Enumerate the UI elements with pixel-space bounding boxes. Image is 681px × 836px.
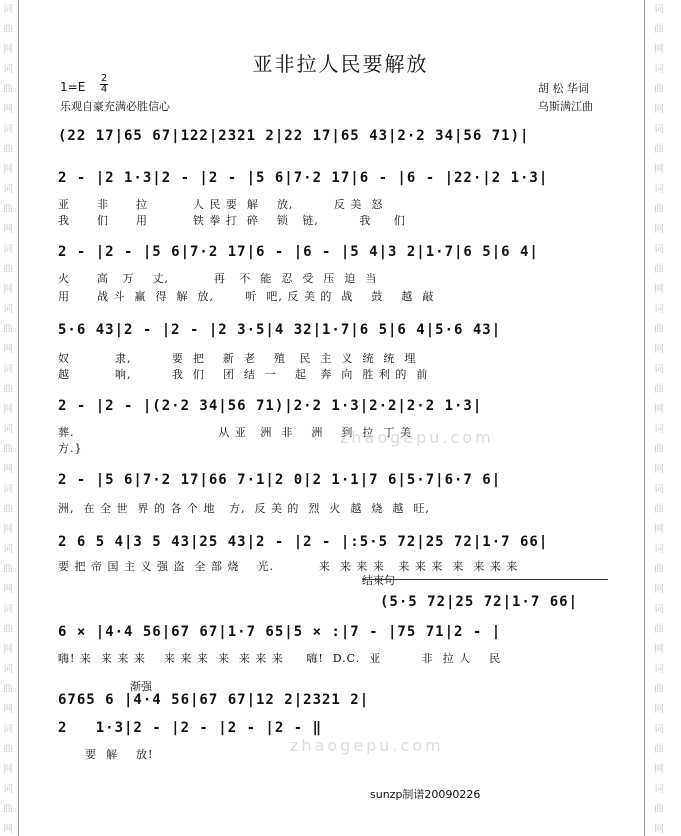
watermark-glyph: 词 <box>3 484 13 495</box>
watermark-glyph: 网 <box>3 704 13 715</box>
watermark-glyph: 曲 <box>654 624 664 635</box>
watermark-glyph: 网 <box>654 764 664 775</box>
notation-row: 2 - |2 - |5 6|7·2 17|6 - |6 - |5 4|3 2|1·7|6 5|6 4| <box>58 244 539 260</box>
watermark-glyph: 曲 <box>3 264 13 275</box>
time-signature <box>100 74 108 95</box>
watermark-glyph: 曲 <box>3 504 13 515</box>
watermark-left <box>0 0 16 836</box>
notation-row: (5·5 72|25 72|1·7 66| <box>380 594 579 610</box>
watermark-glyph: 网 <box>654 284 664 295</box>
watermark-glyph: 曲 <box>3 444 13 455</box>
watermark-glyph: 词 <box>3 244 13 255</box>
notation-row: 5·6 43|2 - |2 - |2 3·5|4 32|1·7|6 5|6 4|5·6 43| <box>58 322 502 338</box>
lyric-line: 奴 隶, 要 把 新 老 殖 民 主 义 统 统 埋 <box>58 352 417 365</box>
notation-row: 6765 6 |4·4 56|67 67|12 2|2321 2| <box>58 692 370 708</box>
watermark-glyph: 词 <box>654 724 664 735</box>
notation-row: 2 - |2 - |(2·2 34|56 71)|2·2 1·3|2·2|2·2 1·3| <box>58 398 483 414</box>
watermark-glyph: 曲 <box>654 804 664 815</box>
watermark-glyph: 网 <box>654 164 664 175</box>
watermark-glyph: 网 <box>654 644 664 655</box>
watermark-glyph: 曲 <box>654 84 664 95</box>
watermark-glyph: 网 <box>654 824 664 835</box>
watermark-glyph: 网 <box>3 224 13 235</box>
watermark-glyph: 网 <box>654 584 664 595</box>
site-watermark-bottom: zhaogepu.com <box>290 736 444 755</box>
watermark-glyph: 网 <box>3 344 13 355</box>
lyric-line: 嗨! 来 来 来 来 来 来 来 来 来 来 来 嗨! D.C. 亚 非 拉 人 民 <box>58 652 502 665</box>
watermark-glyph: 曲 <box>654 24 664 35</box>
watermark-glyph: 曲 <box>3 804 13 815</box>
lyric-line: 用 战 斗 赢 得 解 放, 听 吧, 反 美 的 战 鼓 越 敲 <box>58 290 435 303</box>
watermark-glyph: 网 <box>3 524 13 535</box>
watermark-glyph: 曲 <box>3 624 13 635</box>
watermark-glyph: 词 <box>654 304 664 315</box>
tempo-marking: 乐观自豪充满必胜信心 <box>60 100 170 113</box>
watermark-glyph: 曲 <box>654 204 664 215</box>
watermark-glyph: 网 <box>3 104 13 115</box>
watermark-glyph: 词 <box>3 544 13 555</box>
watermark-right <box>651 0 667 836</box>
watermark-glyph: 网 <box>654 404 664 415</box>
notation-row: (22 17|65 67|122|2321 2|22 17|65 43|2·2 34|56 71)| <box>58 128 530 144</box>
lyricist-credit: 胡 松 华词 <box>538 82 589 95</box>
lyric-line: 亚 非 拉 人 民 要 解 放, 反 美 怒 <box>58 198 384 211</box>
watermark-glyph: 曲 <box>3 204 13 215</box>
watermark-glyph: 网 <box>654 704 664 715</box>
watermark-glyph: 网 <box>654 104 664 115</box>
watermark-glyph: 网 <box>654 224 664 235</box>
watermark-glyph: 词 <box>3 64 13 75</box>
watermark-glyph: 词 <box>3 4 13 15</box>
lyric-line: 要 解 放! <box>58 748 154 761</box>
watermark-glyph: 网 <box>3 464 13 475</box>
watermark-glyph: 词 <box>654 424 664 435</box>
notation-row: 2 - |5 6|7·2 17|66 7·1|2 0|2 1·1|7 6|5·7|6·7 6| <box>58 472 502 488</box>
watermark-glyph: 网 <box>3 644 13 655</box>
watermark-glyph: 网 <box>654 44 664 55</box>
watermark-glyph: 曲 <box>3 684 13 695</box>
watermark-glyph: 网 <box>654 524 664 535</box>
crescendo-mark: 渐强 <box>130 680 152 693</box>
watermark-glyph: 词 <box>654 544 664 555</box>
watermark-glyph: 词 <box>3 664 13 675</box>
lyric-line: 越 响, 我 们 团 结 一 起 奔 向 胜 利 的 前 <box>58 368 429 381</box>
watermark-glyph: 词 <box>3 724 13 735</box>
watermark-glyph: 曲 <box>654 324 664 335</box>
watermark-glyph: 曲 <box>654 144 664 155</box>
watermark-glyph: 词 <box>3 604 13 615</box>
lyric-line: 要 把 帝 国 主 义 强 盗 全 部 烧 光. 来 来 来 来 来 来 来 来 来 来 来 <box>58 560 519 573</box>
watermark-glyph: 词 <box>3 364 13 375</box>
watermark-glyph: 词 <box>654 124 664 135</box>
composer-credit: 乌斯满江曲 <box>538 100 593 113</box>
watermark-glyph: 曲 <box>654 684 664 695</box>
watermark-glyph: 词 <box>3 184 13 195</box>
ending-bracket-line <box>362 579 608 580</box>
watermark-glyph: 词 <box>654 484 664 495</box>
watermark-glyph: 曲 <box>654 744 664 755</box>
watermark-glyph: 网 <box>3 584 13 595</box>
watermark-glyph: 网 <box>3 764 13 775</box>
lyric-line: 我 们 用 铁 拳 打 碎 锁 链, 我 们 <box>58 214 406 227</box>
notation-row: 2 - |2 1·3|2 - |2 - |5 6|7·2 17|6 - |6 - |22·|2 1·3| <box>58 170 549 186</box>
ending-label: 结束句 <box>362 574 395 587</box>
watermark-glyph: 曲 <box>3 144 13 155</box>
song-title: 亚非拉人民要解放 <box>252 52 429 76</box>
watermark-glyph: 网 <box>3 284 13 295</box>
lyric-line: 方.} <box>58 442 83 455</box>
watermark-glyph: 曲 <box>3 564 13 575</box>
watermark-glyph: 网 <box>3 404 13 415</box>
watermark-glyph: 曲 <box>3 84 13 95</box>
watermark-glyph: 词 <box>3 304 13 315</box>
watermark-glyph: 词 <box>654 364 664 375</box>
watermark-glyph: 网 <box>654 464 664 475</box>
watermark-glyph: 词 <box>3 124 13 135</box>
key-signature: 1=E <box>60 80 86 94</box>
time-bottom: 4 <box>100 84 108 95</box>
footer-credit: sunzp制谱20090226 <box>370 788 481 801</box>
watermark-glyph: 网 <box>654 344 664 355</box>
score-frame <box>18 0 645 836</box>
watermark-glyph: 曲 <box>654 444 664 455</box>
watermark-glyph: 词 <box>654 64 664 75</box>
watermark-glyph: 曲 <box>3 744 13 755</box>
notation-row: 2 6 5 4|3 5 43|25 43|2 - |2 - |:5·5 72|25 72|1·7 66| <box>58 534 549 550</box>
watermark-glyph: 曲 <box>3 324 13 335</box>
watermark-glyph: 曲 <box>654 384 664 395</box>
watermark-glyph: 曲 <box>654 264 664 275</box>
watermark-glyph: 词 <box>654 244 664 255</box>
watermark-glyph: 词 <box>3 424 13 435</box>
watermark-glyph: 网 <box>3 164 13 175</box>
watermark-glyph: 词 <box>654 4 664 15</box>
site-watermark-center: zhaogepu.com <box>340 428 494 447</box>
notation-row: 2 1·3|2 - |2 - |2 - |2 - ‖ <box>58 720 323 736</box>
watermark-glyph: 词 <box>3 784 13 795</box>
watermark-glyph: 网 <box>3 44 13 55</box>
watermark-glyph: 曲 <box>3 24 13 35</box>
watermark-glyph: 词 <box>654 784 664 795</box>
notation-row: 6 × |4·4 56|67 67|1·7 65|5 × :|7 - |75 71|2 - | <box>58 624 502 640</box>
watermark-glyph: 曲 <box>654 564 664 575</box>
lyric-line: 洲, 在 全 世 界 的 各 个 地 方, 反 美 的 烈 火 越 烧 越 旺, <box>58 502 430 515</box>
watermark-glyph: 词 <box>654 184 664 195</box>
lyric-line: 葬. 从 亚 洲 非 洲 到 拉 丁 美 <box>58 426 412 439</box>
time-top: 2 <box>100 73 108 84</box>
lyric-line: 火 高 万 丈, 再 不 能 忍 受 压 迫 当 <box>58 272 378 285</box>
watermark-glyph: 曲 <box>3 384 13 395</box>
watermark-glyph: 网 <box>3 824 13 835</box>
watermark-glyph: 曲 <box>654 504 664 515</box>
watermark-glyph: 词 <box>654 604 664 615</box>
watermark-glyph: 词 <box>654 664 664 675</box>
